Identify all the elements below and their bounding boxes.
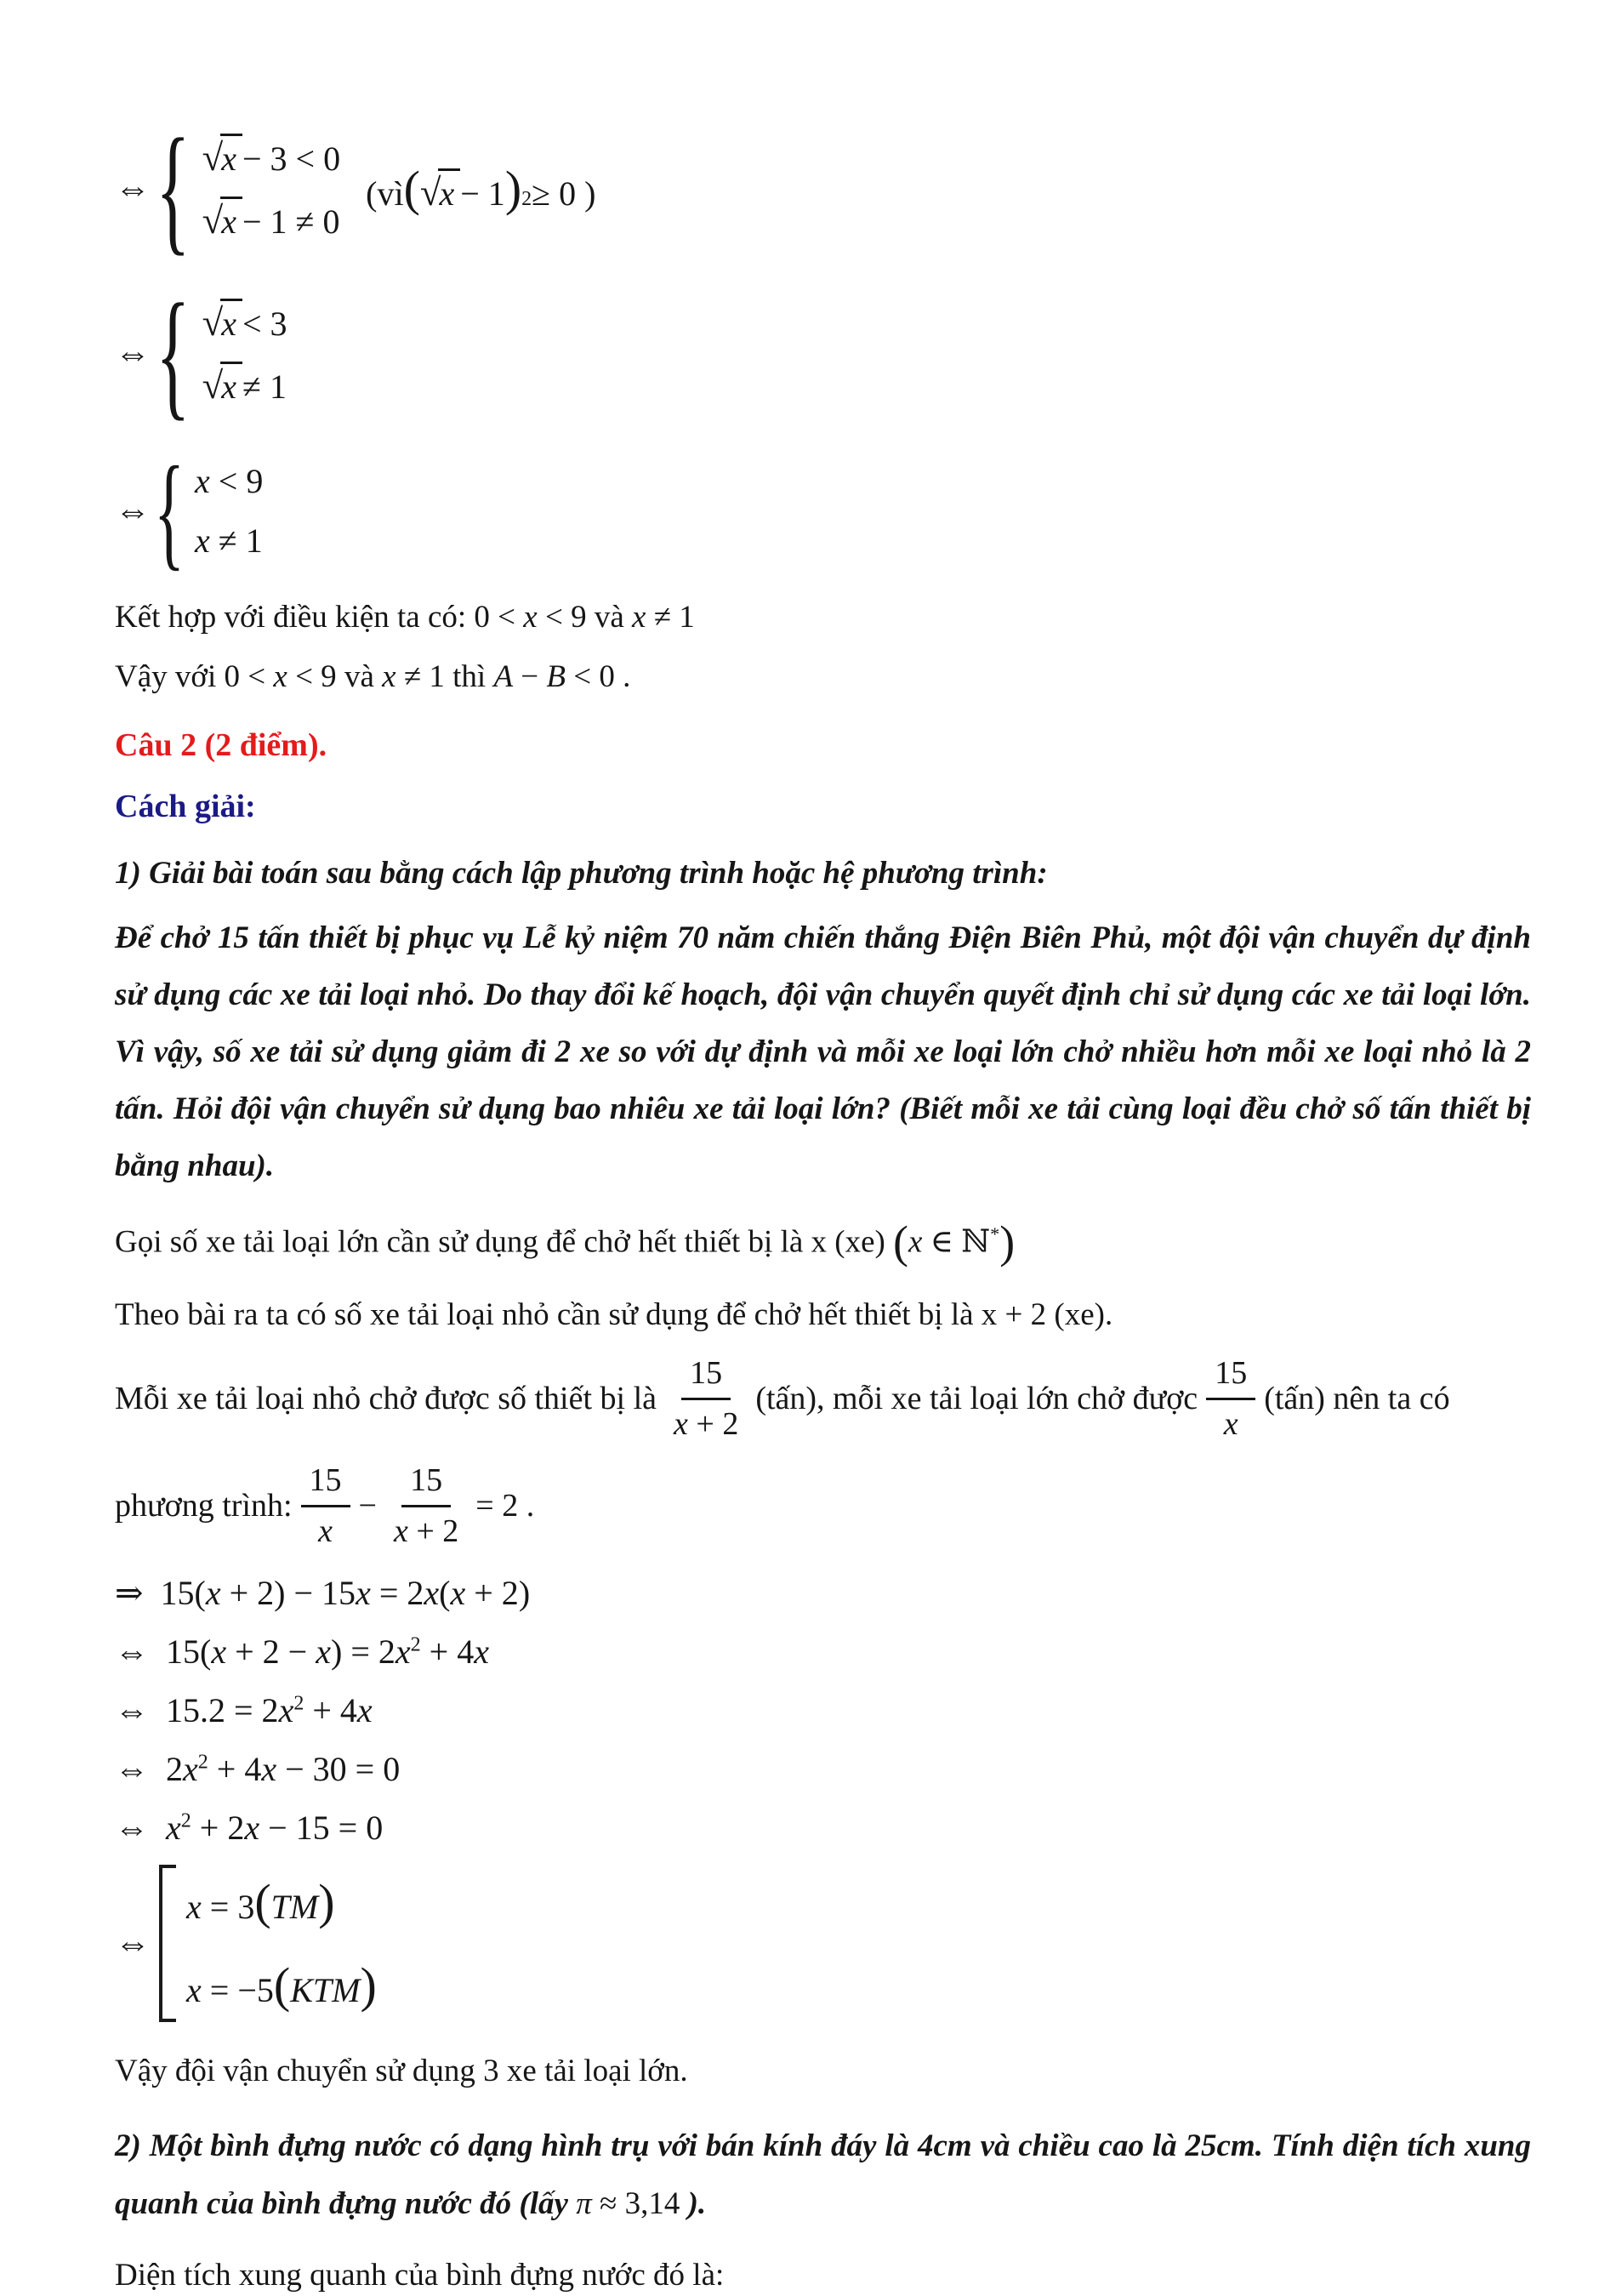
text-segment: * — [990, 1223, 1000, 1245]
derivation-line-4 — [115, 1747, 1531, 1792]
system-row — [202, 134, 340, 181]
final-conclusion-line — [115, 657, 1531, 698]
math-segment: 2 — [197, 1752, 208, 1775]
side-note: (vì ( √ x − 1 ) 2 ≥ 0 ) — [366, 157, 595, 220]
math-text: < 3 — [242, 305, 287, 343]
math-segment: ( — [200, 1632, 212, 1672]
math-segment: x — [450, 1574, 466, 1613]
system-row — [202, 299, 287, 346]
sqrt-radicand: x — [220, 134, 242, 181]
math-text: ≠ 1 — [242, 367, 287, 406]
math-segment: + 2 — [191, 1809, 245, 1848]
math-segment: − 15 = 0 — [259, 1809, 384, 1848]
sqrt-radical: √ — [202, 364, 224, 407]
math-text: + 2 — [687, 1406, 739, 1443]
math-segment: ( — [194, 1574, 206, 1613]
math-segment: ) — [330, 1632, 343, 1672]
math-var: x — [674, 1406, 688, 1443]
equivalence-arrow: ⇔ — [115, 333, 151, 373]
text-segment: x — [273, 659, 287, 695]
math-segment: x — [278, 1691, 294, 1730]
fraction-denominator: x — [318, 1513, 333, 1550]
math-segment: ) — [360, 1957, 377, 2013]
system-brace: { — [154, 441, 185, 582]
right-paren: ) — [504, 161, 522, 217]
math-segment: < 9 — [209, 462, 264, 500]
text-segment: Gọi số xe tải loại lớn cần sử dụng để chở hết thiết bị là x (xe) — [115, 1224, 894, 1260]
sqrt-radicand: x — [220, 299, 242, 346]
text-segment: 2) Một bình đựng nước có dạng hình trụ với bán kính đáy là 4cm và chiều cao là 25cm. Tính diện tích xung quanh của bình đựng nước đó (lấy — [115, 2128, 1539, 2222]
system-rows — [188, 459, 263, 563]
small-truck-count-line: Theo bài ra ta có số xe tải loại nhỏ cần sử dụng để chở hết thiết bị là x + 2 (xe). — [115, 1296, 1113, 1332]
math-segment: − 15 — [285, 1574, 356, 1613]
text-segment: Kết hợp với điều kiện ta có: — [115, 600, 475, 635]
math-segment: ⇔ — [115, 1750, 157, 1789]
sqrt-radical: √ — [202, 136, 224, 179]
solution-row — [186, 1870, 377, 1934]
math-segment: x — [244, 1809, 260, 1848]
math-segment: x — [395, 1632, 411, 1672]
math-segment: x — [186, 1970, 202, 2009]
text-segment: x — [382, 659, 396, 695]
math-segment: 15 — [160, 1574, 195, 1613]
sqrt-radical: √ — [202, 301, 224, 344]
math-segment: x — [356, 1691, 373, 1730]
math-segment: x — [356, 1574, 371, 1613]
solution-method-heading: Cách giải: — [115, 788, 256, 824]
text-segment: 0 < — [224, 659, 274, 695]
math-segment: x — [166, 1809, 181, 1848]
math-text: − 3 < 0 — [242, 140, 341, 178]
text-segment: ( — [893, 1216, 908, 1268]
text-segment: và — [336, 659, 383, 695]
fraction-15-over-x — [1206, 1353, 1255, 1446]
math-segment: + 2 — [220, 1574, 275, 1613]
math-segment: x — [205, 1574, 221, 1613]
derivation-line-2 — [115, 1630, 1531, 1674]
text-after-fraction: (tấn) nên ta có — [1264, 1381, 1450, 1417]
math-segment: 2 — [293, 1693, 304, 1716]
math-segment: 2 — [410, 1634, 421, 1657]
equivalence-arrow: ⇔ — [115, 1923, 151, 1963]
math-segment: ( — [254, 1874, 271, 1930]
math-segment: = 2 — [342, 1632, 395, 1672]
text-segment: x — [632, 600, 646, 635]
text-segment: ∈ ℕ — [922, 1224, 991, 1260]
math-segment: ( — [273, 1957, 291, 2013]
text-before-fraction: Mỗi xe tải loại nhỏ chở được số thiết bị là — [115, 1381, 657, 1417]
text-segment: − — [513, 659, 547, 695]
math-segment: x — [474, 1632, 489, 1672]
text-segment: 0 < — [474, 600, 524, 635]
question-2-heading: Câu 2 (2 điểm). — [115, 727, 327, 764]
math-segment: x — [316, 1632, 331, 1672]
text-segment: ≠ 1 — [395, 659, 445, 695]
text-segment: A — [493, 659, 514, 695]
text-segment: ) — [999, 1216, 1016, 1268]
text-segment: ≈ 3,14 — [591, 2186, 680, 2222]
left-paren: ( — [403, 161, 420, 217]
text-segment: x — [908, 1224, 923, 1260]
math-segment: x — [211, 1632, 227, 1672]
equation-system-2 — [115, 275, 1531, 433]
system-brace: { — [156, 110, 191, 268]
text-segment: x — [523, 600, 538, 635]
math-text: − 1 — [460, 174, 505, 214]
math-segment: − 30 = 0 — [276, 1750, 401, 1789]
text-segment: Vậy với — [115, 659, 225, 695]
math-segment: + 2 − — [226, 1632, 316, 1672]
text-segment: ≠ 1 — [646, 600, 695, 635]
math-segment: ⇔ — [115, 1632, 157, 1672]
fraction-denominator — [665, 1400, 747, 1445]
equivalence-arrow: ⇔ — [115, 491, 151, 531]
fraction-15-over-x — [301, 1460, 350, 1553]
text-segment: . — [614, 659, 631, 695]
math-segment: + 4 — [208, 1750, 262, 1789]
equation-label: phương trình: — [115, 1487, 293, 1524]
math-segment: ⇔ — [115, 1691, 157, 1730]
note-text: (vì — [366, 174, 404, 214]
equation-system-1 — [115, 110, 1531, 268]
sqrt-radical: √ — [419, 171, 441, 214]
fraction-denominator: x — [1223, 1406, 1238, 1443]
math-segment: 15.2 = 2 — [166, 1691, 279, 1730]
solution-rows — [186, 1865, 377, 2022]
math-segment: TM — [270, 1888, 319, 1927]
math-segment: ⇒ — [115, 1574, 152, 1613]
text-segment: B — [546, 659, 566, 695]
math-segment: ) — [318, 1874, 335, 1930]
text-segment: < 0 — [566, 659, 615, 695]
fraction-sentence-line — [115, 1353, 1531, 1446]
text-segment: < 9 — [537, 600, 587, 635]
math-segment: x — [195, 521, 210, 560]
math-segment: x — [261, 1750, 277, 1789]
math-text: − 1 ≠ 0 — [242, 202, 340, 241]
math-segment: ( — [439, 1574, 451, 1613]
math-segment: x — [195, 462, 210, 500]
system-rows — [196, 299, 287, 409]
fraction-numerator: 15 — [681, 1353, 731, 1400]
fraction-denominator — [385, 1507, 467, 1553]
problem-statement-paragraph: Để chở 15 tấn thiết bị phục vụ Lễ kỷ niệm 70 năm chiến thắng Điện Biên Phủ, một đội vận chuyển dự định sử dụng các xe tải loại nhỏ. Do thay đổi kế hoạch, đội vận chuyển quyết định chỉ sử dụng các xe tải loại lớn. Vì vậy, số xe tải sử dụng giảm đi 2 xe so với dự định và mỗi xe loại lớn chở nhiều hơn mỗi xe loại nhỏ là 2 tấn. Hỏi đội vận chuyển sử dụng bao nhiêu xe tải loại lớn? (Biết mỗi xe tải cùng loại đều chở số tấn thiết bị bằng nhau). — [115, 920, 1531, 1184]
fraction-numerator: 15 — [1206, 1353, 1255, 1400]
variable-definition-line — [115, 1213, 1531, 1273]
math-segment: 15 — [166, 1632, 200, 1672]
part-1-title: 1) Giải bài toán sau bằng cách lập phương trình hoặc hệ phương trình: — [115, 855, 1048, 891]
system-brace: { — [156, 275, 191, 433]
sqrt-radicand: x — [438, 168, 460, 216]
equivalence-arrow: ⇔ — [115, 168, 151, 208]
sqrt-radicand: x — [220, 362, 242, 409]
lateral-area-line: Diện tích xung quanh của bình đựng nước đó là: — [115, 2258, 725, 2293]
text-segment: ). — [680, 2186, 707, 2222]
math-segment: ) — [274, 1574, 286, 1613]
math-segment: = 3 — [201, 1888, 255, 1927]
system-row — [195, 459, 263, 504]
fraction-15-over-x-plus-2 — [665, 1353, 747, 1446]
math-segment: = 2 — [370, 1574, 424, 1613]
text-segment: π — [576, 2186, 592, 2222]
system-row — [202, 362, 287, 409]
fraction-numerator: 15 — [301, 1460, 350, 1507]
math-segment: KTM — [290, 1970, 361, 2009]
condition-conclusion-line — [115, 597, 1531, 638]
math-var: x — [393, 1513, 408, 1550]
math-segment: 2 — [166, 1750, 183, 1789]
system-rows — [196, 134, 340, 244]
sqrt-radical: √ — [202, 199, 224, 242]
math-segment: ≠ 1 — [209, 521, 263, 560]
math-segment: + 2 — [465, 1574, 519, 1613]
math-segment: + 4 — [420, 1632, 475, 1672]
math-segment: ⇔ — [115, 1809, 157, 1848]
solution-row — [186, 1953, 377, 2017]
text-between-fractions: (tấn), mỗi xe tải loại lớn chở được — [755, 1381, 1198, 1417]
solution-bracket-system — [115, 1865, 1531, 2022]
math-segment: x — [186, 1888, 202, 1927]
system-row — [202, 197, 340, 244]
square-bracket — [159, 1865, 176, 2022]
fraction-numerator: 15 — [401, 1460, 451, 1507]
math-text: + 2 — [407, 1513, 459, 1550]
math-segment: = −5 — [201, 1970, 274, 2009]
fraction-15-over-x-plus-2 — [385, 1460, 467, 1553]
system-row — [195, 519, 263, 563]
equals-two: = 2 . — [475, 1487, 535, 1524]
equation-system-3 — [115, 441, 1531, 582]
derivation-line-1 — [115, 1571, 1531, 1615]
math-segment: x — [183, 1750, 198, 1789]
sqrt-radicand: x — [220, 197, 242, 244]
minus-sign: − — [358, 1487, 377, 1524]
answer-line: Vậy đội vận chuyển sử dụng 3 xe tải loại lớn. — [115, 2054, 688, 2089]
derivation-line-5 — [115, 1806, 1531, 1850]
text-segment: và — [586, 600, 633, 635]
part-2-statement — [115, 2117, 1539, 2233]
math-segment: + 4 — [304, 1691, 357, 1730]
text-segment: thì — [444, 659, 494, 695]
math-text: ≥ 0 ) — [532, 174, 596, 214]
derivation-line-3 — [115, 1689, 1531, 1733]
math-segment: x — [424, 1574, 440, 1613]
math-segment: ) — [518, 1574, 531, 1613]
text-segment: < 9 — [287, 659, 337, 695]
math-segment: 2 — [180, 1810, 191, 1833]
equation-setup-line — [115, 1460, 1531, 1553]
